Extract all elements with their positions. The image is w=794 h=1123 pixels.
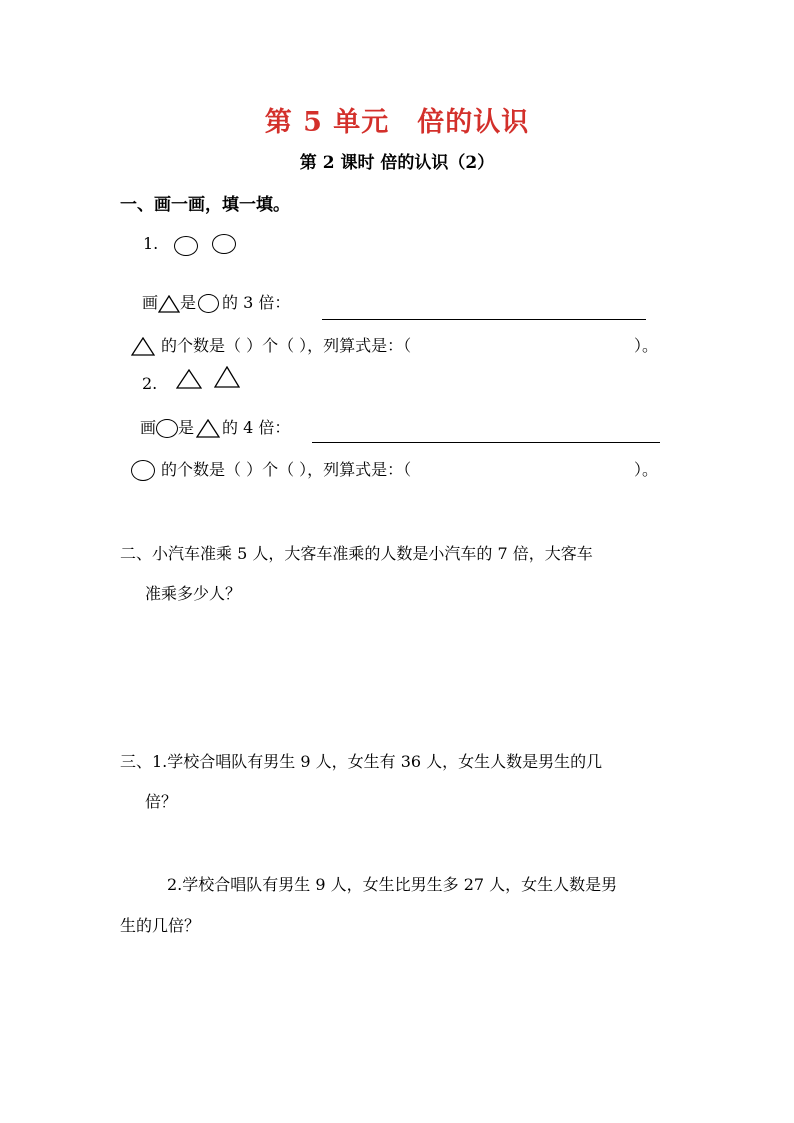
q1-fill-text: 的个数是（ ）个（ ），列算式是：（ [161, 336, 412, 355]
q2-answer-line[interactable] [312, 442, 660, 443]
triangle-icon [131, 337, 155, 356]
section-1-heading: 一、画一画，填一填。 [120, 195, 290, 215]
circle-icon [174, 236, 198, 256]
q1-fill-end: ）。 [634, 336, 659, 355]
q2-fill-sentence [131, 457, 411, 481]
q1-answer-line[interactable] [322, 319, 646, 320]
section-3-q1-line-1: 三、1.学校合唱队有男生 9 人，女生有 36 人，女生人数是男生的几 [120, 752, 603, 771]
q1-draw-instruction [142, 290, 290, 313]
triangle-icon [176, 369, 202, 389]
q2-draw-prefix: 画 [140, 418, 157, 437]
q1-draw-suffix: 的 3 倍： [222, 293, 291, 312]
circle-icon [212, 234, 236, 254]
circle-icon [156, 419, 178, 438]
q2-fill-end: ）。 [634, 460, 659, 479]
q1-number: 1. [143, 234, 159, 253]
section-3-q1-line-2: 倍？ [145, 792, 178, 811]
triangle-icon [196, 419, 220, 438]
circle-icon [131, 460, 155, 481]
circle-icon [198, 294, 219, 313]
q1-draw-mid: 是 [180, 293, 197, 312]
page-title: 第 5 单元 倍的认识 [264, 107, 530, 138]
q1-draw-prefix: 画 [142, 293, 159, 312]
q2-draw-suffix: 的 4 倍： [222, 418, 291, 437]
section-2-line-1: 二、小汽车准乘 5 人，大客车准乘的人数是小汽车的 7 倍，大客车 [120, 544, 593, 563]
section-2-line-2: 准乘多少人？ [145, 584, 242, 603]
section-3-q2-line-1: 2.学校合唱队有男生 9 人，女生比男生多 27 人，女生人数是男 [167, 875, 618, 894]
q1-fill-sentence [131, 333, 411, 356]
q2-draw-mid: 是 [178, 418, 195, 437]
section-3-q2-line-2: 生的几倍？ [120, 916, 201, 935]
q2-number: 2. [142, 374, 158, 393]
q2-fill-text: 的个数是（ ）个（ ），列算式是：（ [161, 460, 412, 479]
triangle-icon [214, 366, 240, 388]
q2-draw-instruction [140, 415, 290, 438]
triangle-icon [158, 295, 180, 313]
page-subtitle: 第 2 课时 倍的认识（2） [299, 153, 495, 173]
